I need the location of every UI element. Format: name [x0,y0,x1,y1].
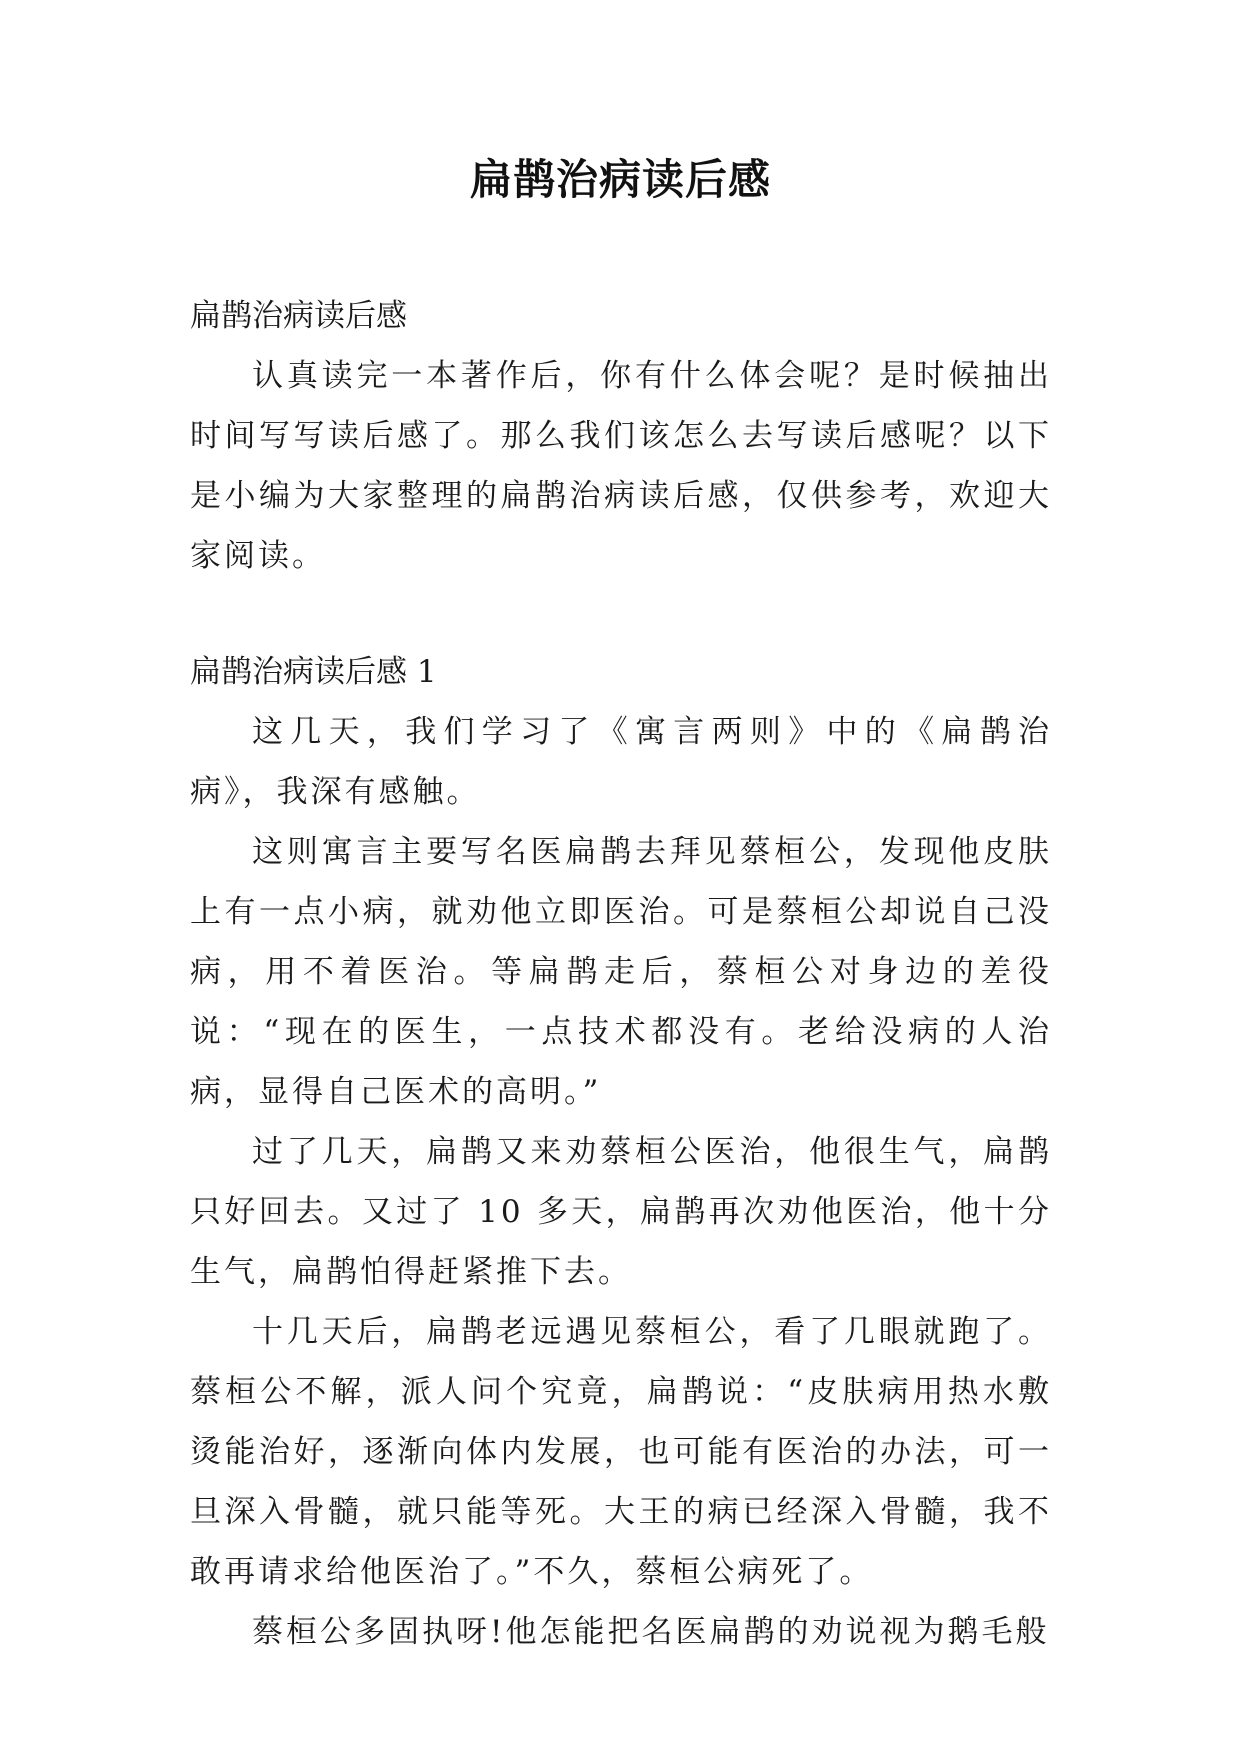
body-paragraph: 这则寓言主要写名医扁鹊去拜见蔡桓公，发现他皮肤上有一点小病，就劝他立即医治。可是蔡桓公却说自己没病，用不着医治。等扁鹊走后，蔡桓公对身边的差役说：“现在的医生，一点技术都没有。老给没病的人治病，显得自己医术的高明。” [190,834,1052,1110]
section-heading: 扁鹊治病读后感 1 [190,654,437,690]
section-spacer [190,586,1052,642]
body-paragraph: 这几天，我们学习了《寓言两则》中的《扁鹊治病》，我深有感触。 [190,714,1052,810]
document-body [190,286,1052,1662]
body-paragraph: 过了几天，扁鹊又来劝蔡桓公医治，他很生气，扁鹊只好回去。又过了 10 多天，扁鹊再次劝他医治，他十分生气，扁鹊怕得赶紧推下去。 [190,1134,1052,1290]
document-title: 扁鹊治病读后感 [469,155,771,204]
intro-paragraph: 认真读完一本著作后，你有什么体会呢？是时候抽出时间写写读后感了。那么我们该怎么去写读后感呢？以下是小编为大家整理的扁鹊治病读后感，仅供参考，欢迎大家阅读。 [190,358,1052,574]
body-paragraph: 十几天后，扁鹊老远遇见蔡桓公，看了几眼就跑了。蔡桓公不解，派人问个究竟，扁鹊说：“皮肤病用热水敷烫能治好，逐渐向体内发展，也可能有医治的办法，可一旦深入骨髓，就只能等死。大王的病已经深入骨髓，我不敢再请求给他医治了。”不久，蔡桓公病死了。 [190,1314,1052,1590]
body-paragraph: 蔡桓公多固执呀!他怎能把名医扁鹊的劝说视为鹅毛般 [252,1614,1050,1650]
intro-heading: 扁鹊治病读后感 [190,298,407,334]
